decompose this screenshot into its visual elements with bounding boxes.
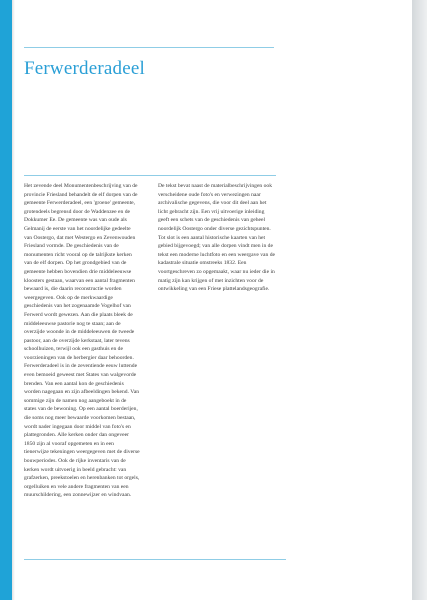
- text-column-right: [158, 182, 276, 294]
- body-paragraph-left: Het zevende deel Monumentenbeschrijving van de provincie Friesland behandelt de elf dorpen van de gemeente Ferwerderadeel, een 'groene' gemeente, grotendeels begrensd door de Waddenzee en de Dokkumer Ee. De gemeente was van oude als Gelmanij de eerste van het noordelijke gedeelte van Oostergo, dat met Westergo en Zevenwouden Friesland vormde. De geschiedenis van de monumenten richt vooral op de talrijkste kerken van de elf dorpen. Op het grondgebied van de gemeente hebben bovendien drie middeleeuwse kloosters gestaan, waarvan een aantal fragmenten bewaard is, die daarin reconstructie worden weergegeven. Ook op de merkwaardige geschiedenis van het zogenaamde Vogelhof van Ferwerd wordt gewezen. Aan die plaats bleek de middeleeuwse pastorie nog te staan; aan de overzijde woonde in de middeleeuwen de tweede pastoor, aan de overzijde kerkstaat, later tevens schoolhuizen, terwijl ook een gasthuis en de voorzieningen van de herbergier daar behoorden. Ferwerderadeel is in de zeventiende eeuw luttende even bemoeid geweest met States van walgevorde brenden. Van een aantal kon de geschiedenis worden nagegaan en zijn afbeeldingen bekend. Van sommige zijn de namen nog aangeboekt in de states van de bewoning. Op een aantal boerderijen, die soms nog meer bewaarde voorkomen bestaan, wordt nader ingegaan door middel van foto's en plattegronden. Alle kerken onder dan ongeveer 1850 zijn al vooraf opgemeten en in een tienerwijze tekeningen weergegeven met de diverse bouwperiodes. Ook de rijke inventaris van de kerken wordt uitvoerig in beeld gebracht: van grafzerken, preekstoelen en herenbanken tot orgels, orgelluiken en vele andere fragmenten van een muurschildering, een zonnewijzer en windvaan.: [24, 183, 140, 499]
- book-spine: [0, 0, 12, 600]
- page-edge: [412, 0, 427, 600]
- page-title: Ferwerderadeel: [24, 58, 145, 79]
- title-divider: [24, 175, 276, 176]
- top-divider: [24, 47, 274, 48]
- spine-shadow: [12, 0, 15, 600]
- bottom-divider: [24, 559, 286, 560]
- body-paragraph-right: De tekst bevat naast de materialbeschrijvingen ook verscheidene oude foto's en verwezingen naar archivalische gegevens, die voor dit deel aan het licht gebracht zijn. Een vrij uitvoerige inleiding geeft een schets van de geschiedenis van geheel noordelijk Oostergo onder diverse gezichtspunten. Tot slot is een aantal historische kaarten van het gebied bijgevoegd; van alle dorpen vindt men in de tekst een moderne luchtfoto en een weergave van de kadastrale situatie omstreeks 1832. Een voortgeschreven zo opgemaakt, waar nu ieder die in matig zijn kan krijgen of met inzichten voor de ontwikkeling van een Friese plattelandsgeografie.: [158, 183, 276, 293]
- text-column-left: [24, 182, 140, 500]
